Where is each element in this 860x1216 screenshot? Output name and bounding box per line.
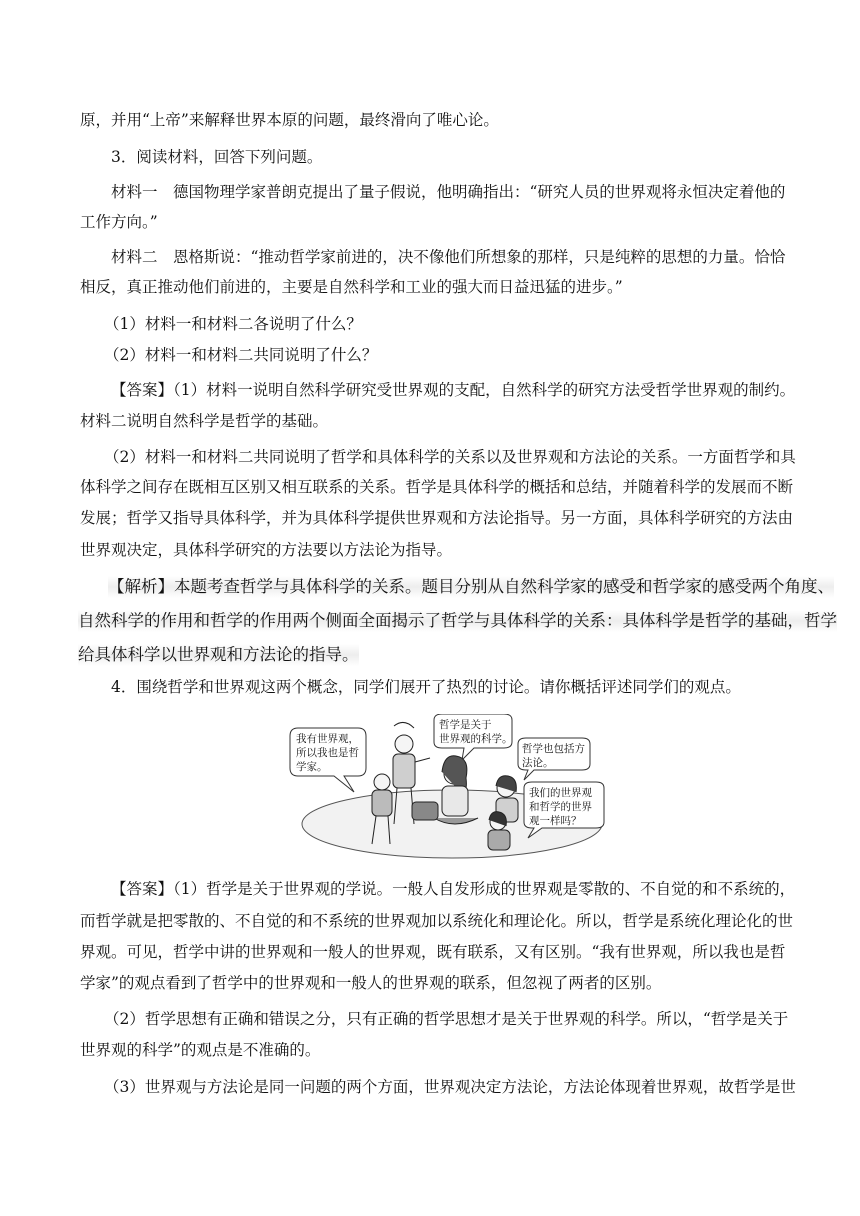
question-4-title: 4．围绕哲学和世界观这两个概念，同学们展开了热烈的讨论。请你概括评述同学们的观点。 — [111, 678, 741, 696]
answer-line: 【答案】（1）材料一说明自然科学研究受世界观的支配，自然科学的研究方法受哲学世界观的制约。 — [111, 381, 796, 399]
answer-line: 发展；哲学又指导具体科学，并为具体科学提供世界观和方法论指导。另一方面，具体科学研究的方法由 — [80, 509, 794, 527]
answer-line: 界观。可见，哲学中讲的世界观和一般人的世界观，既有联系，又有区别。“我有世界观，所以我也是哲 — [80, 943, 786, 961]
answer-line: （2）材料一和材料二共同说明了哲学和具体科学的关系以及世界观和方法论的关系。一方面哲学和具 — [104, 448, 796, 466]
bubble-2-line: 世界观的科学。 — [439, 733, 513, 745]
bubble-1-line: 学家。 — [296, 761, 328, 773]
sub-question: （1）材料一和材料二各说明了什么？ — [104, 315, 362, 333]
bubble-4-line: 观一样吗？ — [529, 815, 582, 827]
bubble-4-line: 我们的世界观 — [529, 787, 592, 799]
answer-line: 世界观的科学”的观点是不准确的。 — [80, 1041, 321, 1059]
answer-line: 材料二说明自然科学是哲学的基础。 — [80, 412, 329, 430]
bubble-3-line: 法论。 — [522, 757, 554, 769]
bubble-1-line: 所以我也是哲 — [296, 747, 359, 759]
answer-line: 【答案】（1）哲学是关于世界观的学说。一般人自发形成的世界观是零散的、不自觉的和不系统的， — [111, 880, 796, 898]
material-1-line: 材料一 德国物理学家普朗克提出了量子假说，他明确指出：“研究人员的世界观将永恒决定着他的 — [111, 183, 786, 201]
answer-line: 而哲学就是把零散的、不自觉的和不系统的世界观加以系统化和理论化。所以，哲学是系统化理论化的世 — [80, 912, 794, 930]
sub-question: （2）材料一和材料二共同说明了什么？ — [104, 346, 378, 364]
material-2-line: 相反，真正推动他们前进的，主要是自然科学和工业的强大而日益迅猛的进步。” — [80, 278, 623, 296]
analysis-line: 自然科学的作用和哲学的作用两个侧面全面揭示了哲学与具体科学的关系：具体科学是哲学的基础，哲学 — [78, 611, 837, 630]
bubble-1-line: 我有世界观， — [296, 733, 359, 745]
question-3-title: 3．阅读材料，回答下列问题。 — [111, 148, 323, 166]
analysis-line: 【解析】本题考查哲学与具体科学的关系。题目分别从自然科学家的感受和哲学家的感受两个角度、 — [108, 577, 834, 596]
answer-line: （2）哲学思想有正确和错误之分，只有正确的哲学思想才是关于世界观的科学。所以，“哲学是关于 — [104, 1010, 789, 1028]
answer-line: 体科学之间存在既相互区别又相互联系的关系。哲学是具体科学的概括和总结，并随着科学的发展而不断 — [80, 478, 794, 496]
analysis-line: 给具体科学以世界观和方法论的指导。 — [78, 645, 359, 664]
bubble-2-line: 哲学是关于 — [439, 719, 492, 731]
bubble-3-line: 哲学也包括方 — [522, 743, 585, 755]
material-1-line: 工作方向。” — [80, 213, 158, 231]
discussion-illustration — [284, 714, 610, 860]
bubble-4-line: 和哲学的世界 — [529, 801, 592, 813]
material-2-line: 材料二 恩格斯说：“推动哲学家前进的，决不像他们所想象的那样，只是纯粹的思想的力量。恰恰 — [111, 248, 786, 266]
answer-line: 学家”的观点看到了哲学中的世界观和一般人的世界观的联系，但忽视了两者的区别。 — [80, 974, 662, 992]
paragraph-line: 原，并用“上帝”来解释世界本原的问题，最终滑向了唯心论。 — [80, 111, 499, 129]
answer-line: （3）世界观与方法论是同一问题的两个方面，世界观决定方法论，方法论体现着世界观，故哲学是世 — [104, 1078, 796, 1096]
answer-line: 世界观决定，具体科学研究的方法要以方法论为指导。 — [80, 541, 453, 559]
